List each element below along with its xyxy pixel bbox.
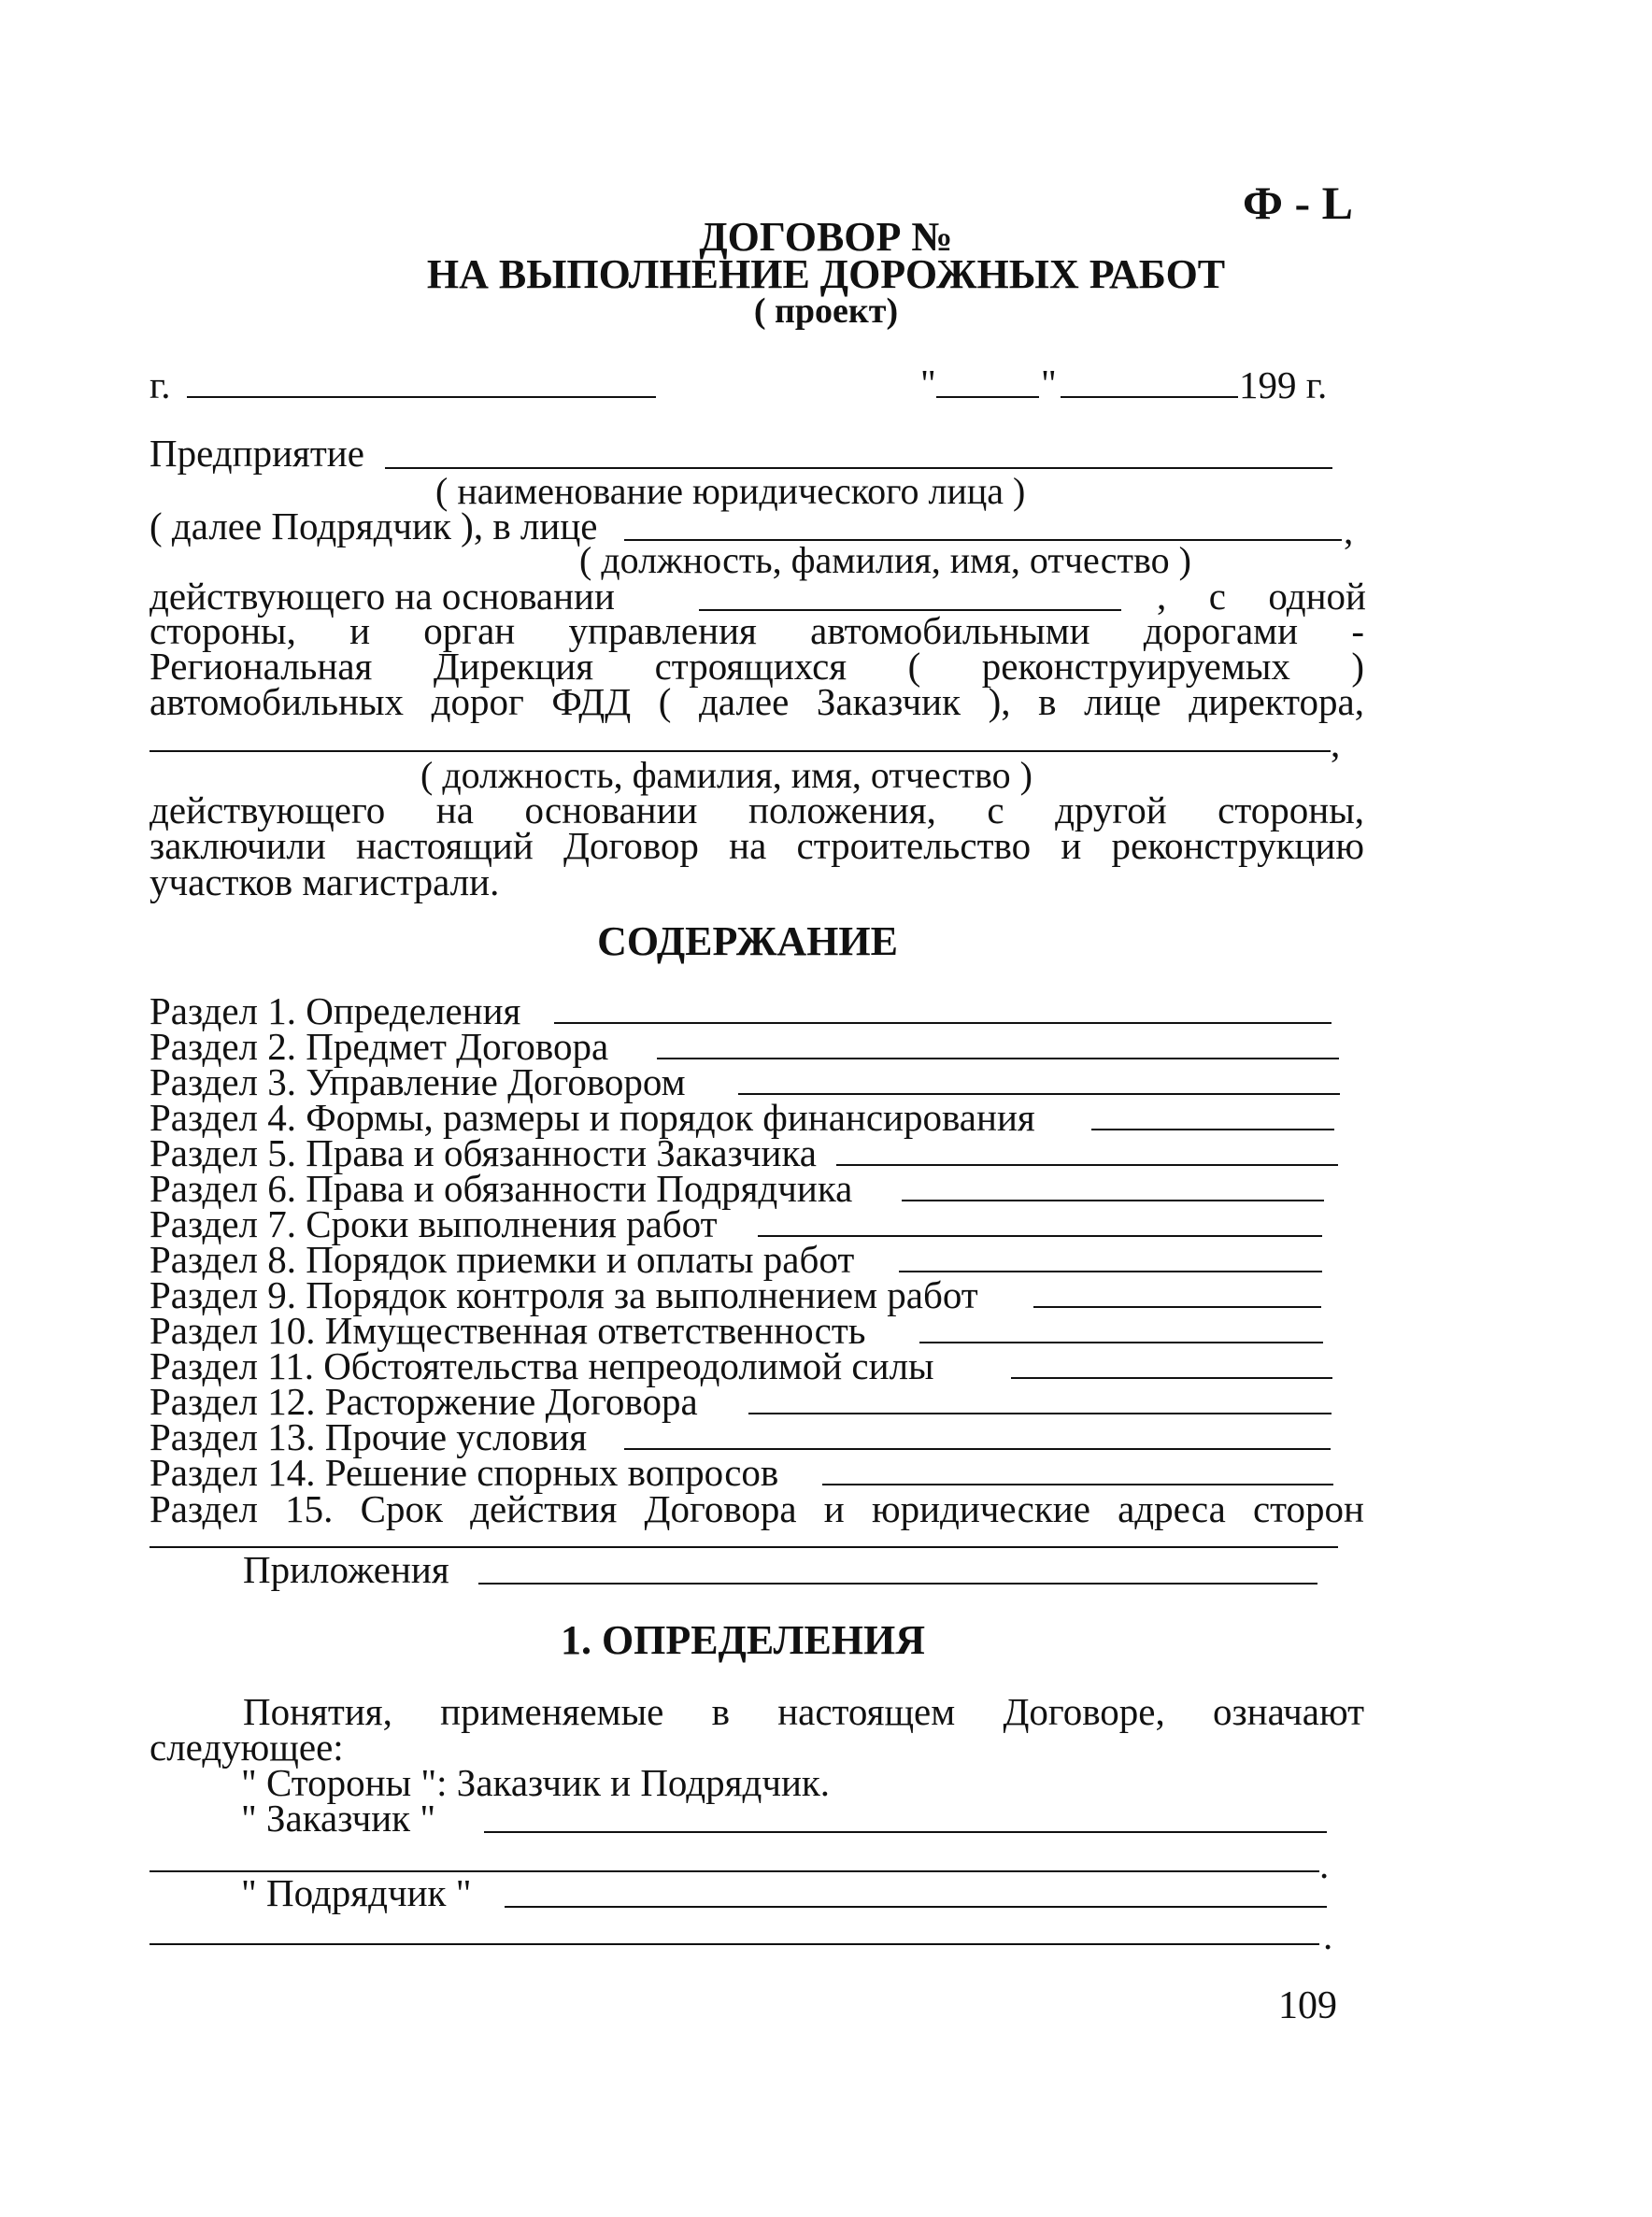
para1-line2: стороны, и орган управления автомобильными дорогами - — [150, 609, 1364, 652]
definition-parties: " Стороны ": Заказчик и Подрядчик. — [241, 1761, 831, 1804]
toc-item-10: Раздел 10. Имущественная ответственность — [150, 1309, 866, 1352]
person-caption-1: ( должность, фамилия, имя, отчество ) — [579, 539, 1191, 581]
month-blank — [1061, 396, 1238, 398]
section1-heading: 1. ОПРЕДЕЛЕНИЯ — [560, 1617, 926, 1663]
person-caption-2: ( должность, фамилия, имя, отчество ) — [420, 754, 1032, 796]
city-blank — [187, 396, 656, 398]
toc-item-2-blank — [657, 1058, 1339, 1059]
toc-item-12: Раздел 12. Расторжение Договора — [150, 1380, 698, 1423]
contractor-definition-period: . — [1323, 1914, 1333, 1957]
toc-item-13-blank — [624, 1448, 1331, 1450]
contents-heading: СОДЕРЖАНИЕ — [597, 918, 898, 964]
toc-item-6-blank — [902, 1200, 1324, 1201]
toc-item-15: Раздел 15. Срок действия Договора и юридические адреса сторон — [150, 1487, 1364, 1530]
director-name-blank — [150, 750, 1331, 752]
date-year: 199 г. — [1239, 363, 1328, 406]
contractor-comma: , — [1344, 509, 1354, 552]
toc-item-8-blank — [899, 1271, 1322, 1272]
toc-item-11-blank — [1011, 1377, 1332, 1379]
para1-line1-start: действующего на основании — [150, 575, 615, 618]
appendices-label: Приложения — [243, 1548, 449, 1591]
enterprise-caption: ( наименование юридического лица ) — [435, 470, 1026, 512]
toc-item-5-blank — [836, 1164, 1338, 1166]
appendices-blank — [478, 1583, 1317, 1585]
toc-item-7: Раздел 7. Сроки выполнения работ — [150, 1202, 718, 1245]
toc-item-4-blank — [1091, 1129, 1334, 1130]
toc-item-10-blank — [919, 1342, 1323, 1343]
title-contract-number: ДОГОВОР № — [699, 214, 953, 260]
toc-item-2: Раздел 2. Предмет Договора — [150, 1025, 609, 1068]
page-number: 109 — [1278, 1984, 1337, 2027]
toc-item-14-blank — [822, 1484, 1333, 1485]
toc-item-11: Раздел 11. Обстоятельства непреодолимой силы — [150, 1344, 934, 1387]
toc-item-1: Раздел 1. Определения — [150, 989, 521, 1032]
enterprise-blank — [385, 467, 1332, 469]
title-road-works: НА ВЫПОЛНЕНИЕ ДОРОЖНЫХ РАБОТ — [426, 251, 1226, 297]
toc-item-14: Раздел 14. Решение спорных вопросов — [150, 1451, 779, 1494]
para1-line4: автомобильных дорог ФДД ( далее Заказчик ), в лице директора, — [150, 680, 1364, 723]
title-draft: ( проект) — [753, 291, 899, 331]
definition-customer-label: " Заказчик " — [241, 1797, 436, 1840]
customer-definition-blank — [484, 1831, 1327, 1833]
date-quote-open: " — [920, 362, 936, 405]
para1-line1-end: , с одной — [1157, 575, 1366, 618]
toc-item-6: Раздел 6. Права и обязанности Подрядчика — [150, 1167, 853, 1210]
para2-line3: участков магистрали. — [150, 860, 500, 903]
enterprise-label: Предприятие — [150, 432, 364, 475]
form-code: Ф - L — [1243, 177, 1353, 229]
toc-item-13: Раздел 13. Прочие условия — [150, 1415, 588, 1458]
para2-line1: действующего на основании положения, с другой стороны, — [150, 789, 1364, 831]
section1-intro-line2: следующее: — [150, 1726, 344, 1769]
toc-item-3-blank — [738, 1093, 1340, 1095]
customer-definition-period: . — [1319, 1843, 1330, 1886]
date-quote-close: " — [1041, 362, 1057, 405]
definition-contractor-label: " Подрядчик " — [241, 1871, 472, 1914]
city-prefix: г. — [150, 363, 171, 406]
toc-item-4: Раздел 4. Формы, размеры и порядок финансирования — [150, 1096, 1035, 1139]
toc-item-3: Раздел 3. Управление Договором — [150, 1060, 686, 1103]
director-comma: , — [1331, 722, 1341, 765]
toc-item-12-blank — [748, 1413, 1332, 1414]
day-blank — [936, 396, 1039, 398]
toc-item-9: Раздел 9. Порядок контроля за выполнением работ — [150, 1273, 978, 1316]
toc-item-7-blank — [758, 1235, 1322, 1237]
contractor-intro: ( далее Подрядчик ), в лице — [150, 505, 598, 547]
toc-item-8: Раздел 8. Порядок приемки и оплаты работ — [150, 1238, 855, 1281]
section1-intro-line1: Понятия, применяемые в настоящем Договоре, означают — [243, 1690, 1364, 1733]
toc-item-1-blank — [554, 1022, 1332, 1024]
para2-line2: заключили настоящий Договор на строительство и реконструкцию — [150, 824, 1364, 867]
contractor-definition-blank — [505, 1906, 1327, 1908]
contractor-definition-blank-2 — [150, 1943, 1319, 1945]
para1-line3: Региональная Дирекция строящихся ( реконструируемых ) — [150, 645, 1364, 688]
toc-item-9-blank — [1033, 1306, 1321, 1308]
toc-item-5: Раздел 5. Права и обязанности Заказчика — [150, 1131, 817, 1174]
